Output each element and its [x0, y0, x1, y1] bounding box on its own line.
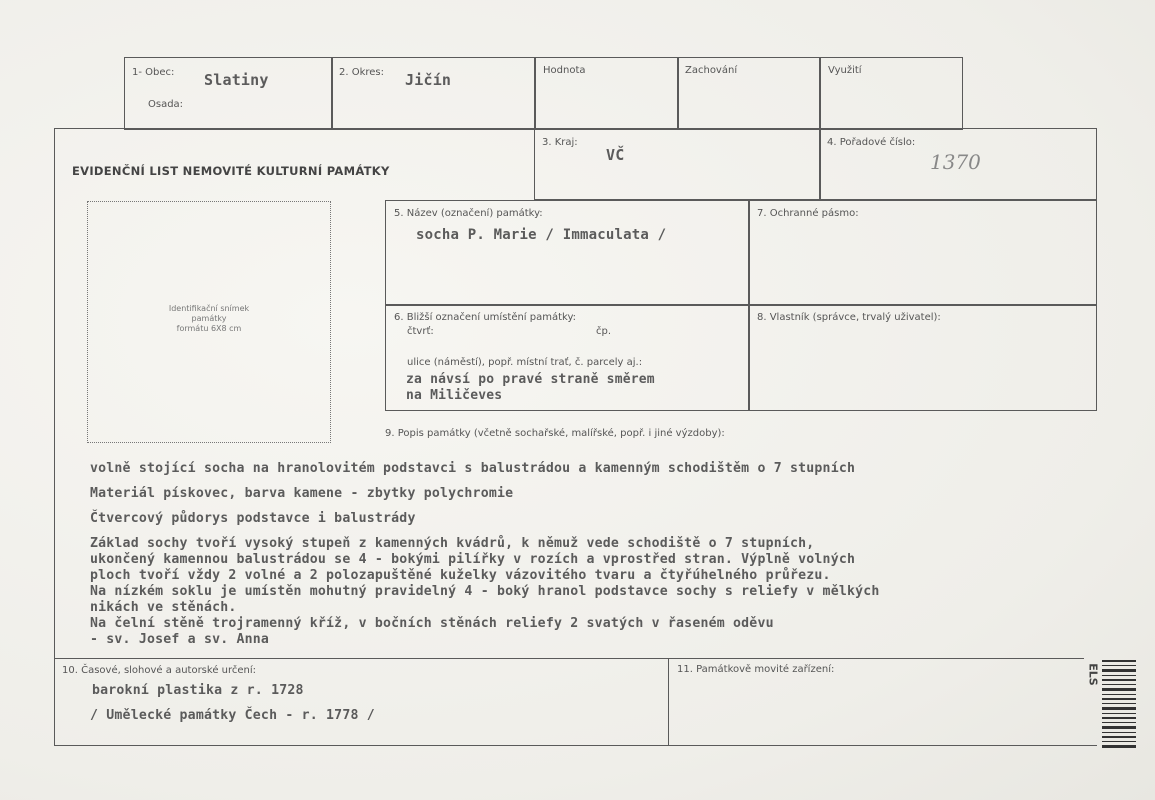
barcode-icon [1102, 660, 1136, 750]
blizsi-label: 6. Bližší označení umístění památky: [394, 312, 577, 323]
poradove-label: 4. Pořadové číslo: [827, 137, 916, 148]
photo-caption-line: formátu 6X8 cm [176, 324, 242, 333]
nazev-value: socha P. Marie / Immaculata / [416, 227, 667, 243]
bottom-separator [54, 658, 1084, 659]
obec-value: Slatiny [204, 71, 269, 89]
photo-placeholder [87, 201, 331, 443]
ctvrt-label: čtvrť: [407, 326, 434, 337]
ochranne-label: 7. Ochranné pásmo: [757, 208, 859, 219]
bottom-rule [54, 745, 1084, 746]
ulice-label: ulice (náměstí), popř. místní trať, č. parcely aj.: [407, 357, 643, 368]
osada-label: Osada: [148, 99, 184, 110]
popis-line: - sv. Josef a sv. Anna [90, 632, 270, 647]
popis-line: Základ sochy tvoří vysoký stupeň z kamenných kvádrů, k němuž vede schodiště o 7 stupních, [90, 536, 815, 551]
obec-label: 1- Obec: [132, 67, 175, 78]
umisteni-line: za návsí po pravé straně směrem [406, 372, 655, 387]
photo-caption-line: památky [191, 314, 227, 323]
vyuziti-label: Využití [828, 65, 862, 76]
casove-line: barokní plastika z r. 1728 [92, 683, 304, 698]
popis-line: nikách ve stěnách. [90, 600, 237, 615]
kraj-label: 3. Kraj: [542, 137, 578, 148]
popis-line: ploch tvoří vždy 2 volné a 2 polozapuštěné kuželky vázovitého tvaru a čtyřúhelného průřezu. [90, 568, 831, 583]
photo-caption-line: Identifikační snímek [168, 304, 250, 313]
okres-value: Jičín [405, 71, 452, 89]
hodnota-label: Hodnota [543, 65, 586, 76]
popis-line: volně stojící socha na hranolovitém podstavci s balustrádou a kamenným schodištěm o 7 stupních [90, 461, 856, 476]
cp-label: čp. [596, 326, 612, 337]
popis-line: ukončený kamennou balustrádou se 4 - bokými pilířky v rozích a vprostřed stran. Výplně volných [90, 552, 856, 567]
popis-line: Čtvercový půdorys podstavce i balustrády [90, 511, 416, 526]
umisteni-line: na Miličeves [406, 388, 503, 403]
casove-label: 10. Časové, slohové a autorské určení: [62, 665, 257, 676]
els-mark: ELS [1086, 663, 1100, 686]
zachovani-label: Zachování [685, 65, 738, 76]
poradove-value: 1370 [930, 150, 981, 174]
popis-label: 9. Popis památky (včetně sochařské, malířské, popř. i jiné výzdoby): [385, 428, 725, 439]
movite-label: 11. Památkově movité zařízení: [677, 664, 835, 675]
popis-line: Na čelní stěně trojramenný kříž, v bočních stěnách reliefy 2 svatých v řaseném oděvu [90, 616, 774, 631]
form-title: EVIDENČNÍ LIST NEMOVITÉ KULTURNÍ PAMÁTKY [72, 164, 390, 178]
okres-label: 2. Okres: [339, 67, 385, 78]
casove-line: / Umělecké památky Čech - r. 1778 / [90, 708, 375, 723]
vlastnik-label: 8. Vlastník (správce, trvalý uživatel): [757, 312, 941, 323]
popis-line: Materiál pískovec, barva kamene - zbytky polychromie [90, 486, 514, 501]
popis-line: Na nízkém soklu je umístěn mohutný pravidelný 4 - boký hranol podstavce sochy s reliefy v mělkých [90, 584, 880, 599]
photo-caption [88, 304, 330, 334]
kraj-value: VČ [606, 146, 625, 164]
nazev-label: 5. Název (označení) památky: [394, 208, 543, 219]
